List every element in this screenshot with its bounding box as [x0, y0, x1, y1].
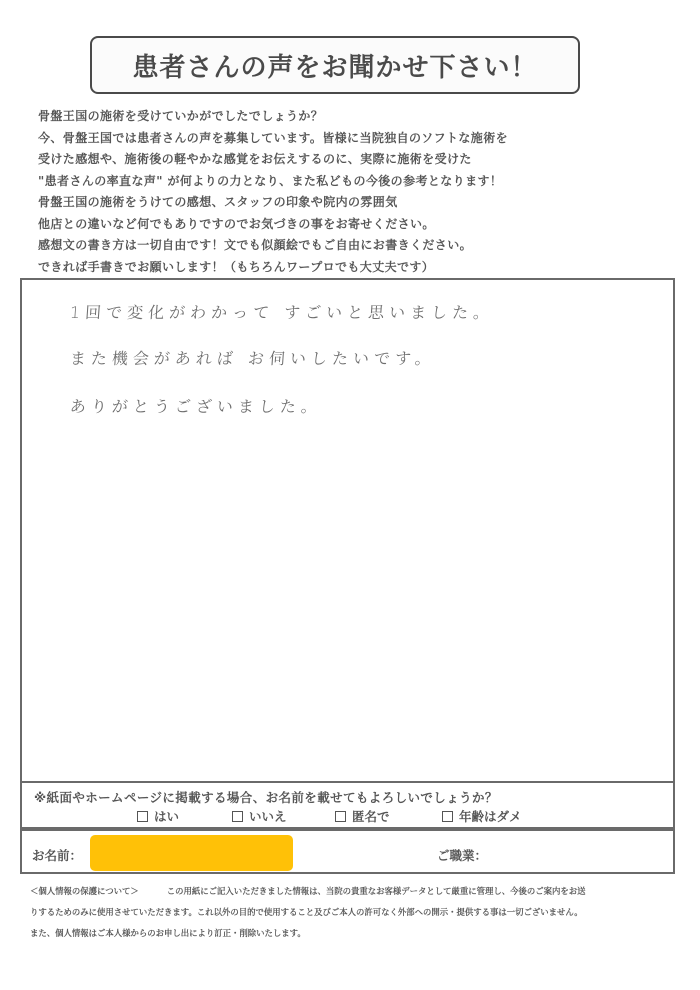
- comment-line: 1回で変化がわかって すごいと思いました。: [69, 303, 495, 322]
- intro-line: 骨盤王国の施術を受けていかがでしたでしょうか？: [38, 109, 324, 123]
- intro-line: できれば手書きでお願いします！（もちろんワープロでも大丈夫です）: [38, 259, 435, 274]
- name-field-redacted[interactable]: [90, 835, 293, 871]
- comment-line: ありがとうございました。: [69, 397, 323, 416]
- privacy-line: また、個人情報はご本人様からのお申し出により訂正・削除いたします。: [30, 928, 306, 938]
- option-label: 年齢はダメ: [459, 809, 522, 824]
- consent-option-yes[interactable]: [137, 807, 179, 825]
- consent-option-anonymous[interactable]: [335, 807, 390, 825]
- comment-area[interactable]: [20, 278, 675, 783]
- occupation-label: ご職業：: [437, 848, 488, 863]
- intro-text: [38, 106, 658, 278]
- checkbox[interactable]: [442, 811, 453, 822]
- option-label: 匿名で: [352, 809, 390, 824]
- privacy-text: この用紙にご記入いただきました情報は、当院の貴重なお客様データとして厳重に管理し、今後のご案内をお送: [166, 886, 586, 896]
- privacy-notice: [30, 881, 670, 944]
- intro-line: 骨盤王国の施術をうけての感想、スタッフの印象や院内の雰囲気: [38, 195, 398, 209]
- form-title-box: [90, 36, 580, 94]
- comment-line: また機会があれば お伺いしたいです。: [69, 349, 437, 368]
- consent-option-no[interactable]: [232, 807, 287, 825]
- intro-line: 今、骨盤王国では患者さんの声を募集しています。皆様に当院独自のソフトな施術を: [38, 130, 509, 145]
- form-title: 患者さんの声をお聞かせ下さい！: [132, 52, 538, 83]
- checkbox[interactable]: [137, 811, 148, 822]
- name-consent-section: [20, 783, 675, 829]
- intro-line: "患者さんの率直な声" が何よりの力となり、また私どもの今後の参考となります！: [38, 173, 503, 188]
- consent-question: ※紙面やホームページに掲載する場合、お名前を載せてもよろしいでしょうか？: [34, 790, 498, 805]
- intro-line: 受けた感想や、施術後の軽やかな感覚をお伝えするのに、実際に施術を受けた: [38, 152, 472, 166]
- intro-line: 他店との違いなど何でもありですのでお気づきの事をお寄せください。: [38, 216, 435, 231]
- checkbox[interactable]: [232, 811, 243, 822]
- name-occupation-row: [20, 829, 675, 874]
- intro-line: 感想文の書き方は一切自由です！文でも似顔絵でもご自由にお書きください。: [38, 238, 473, 252]
- privacy-heading: ＜個人情報の保護について＞: [30, 886, 139, 896]
- privacy-line: りするためのみに使用させていただきます。これ以外の目的で使用すること及びご本人の許可なく外部への開示・提供する事は一切ございません。: [30, 907, 583, 917]
- option-label: いいえ: [249, 809, 287, 824]
- consent-option-no-age[interactable]: [442, 807, 522, 825]
- option-label: はい: [154, 809, 180, 824]
- checkbox[interactable]: [335, 811, 346, 822]
- name-label: お名前：: [32, 848, 83, 863]
- privacy-line: [30, 881, 670, 902]
